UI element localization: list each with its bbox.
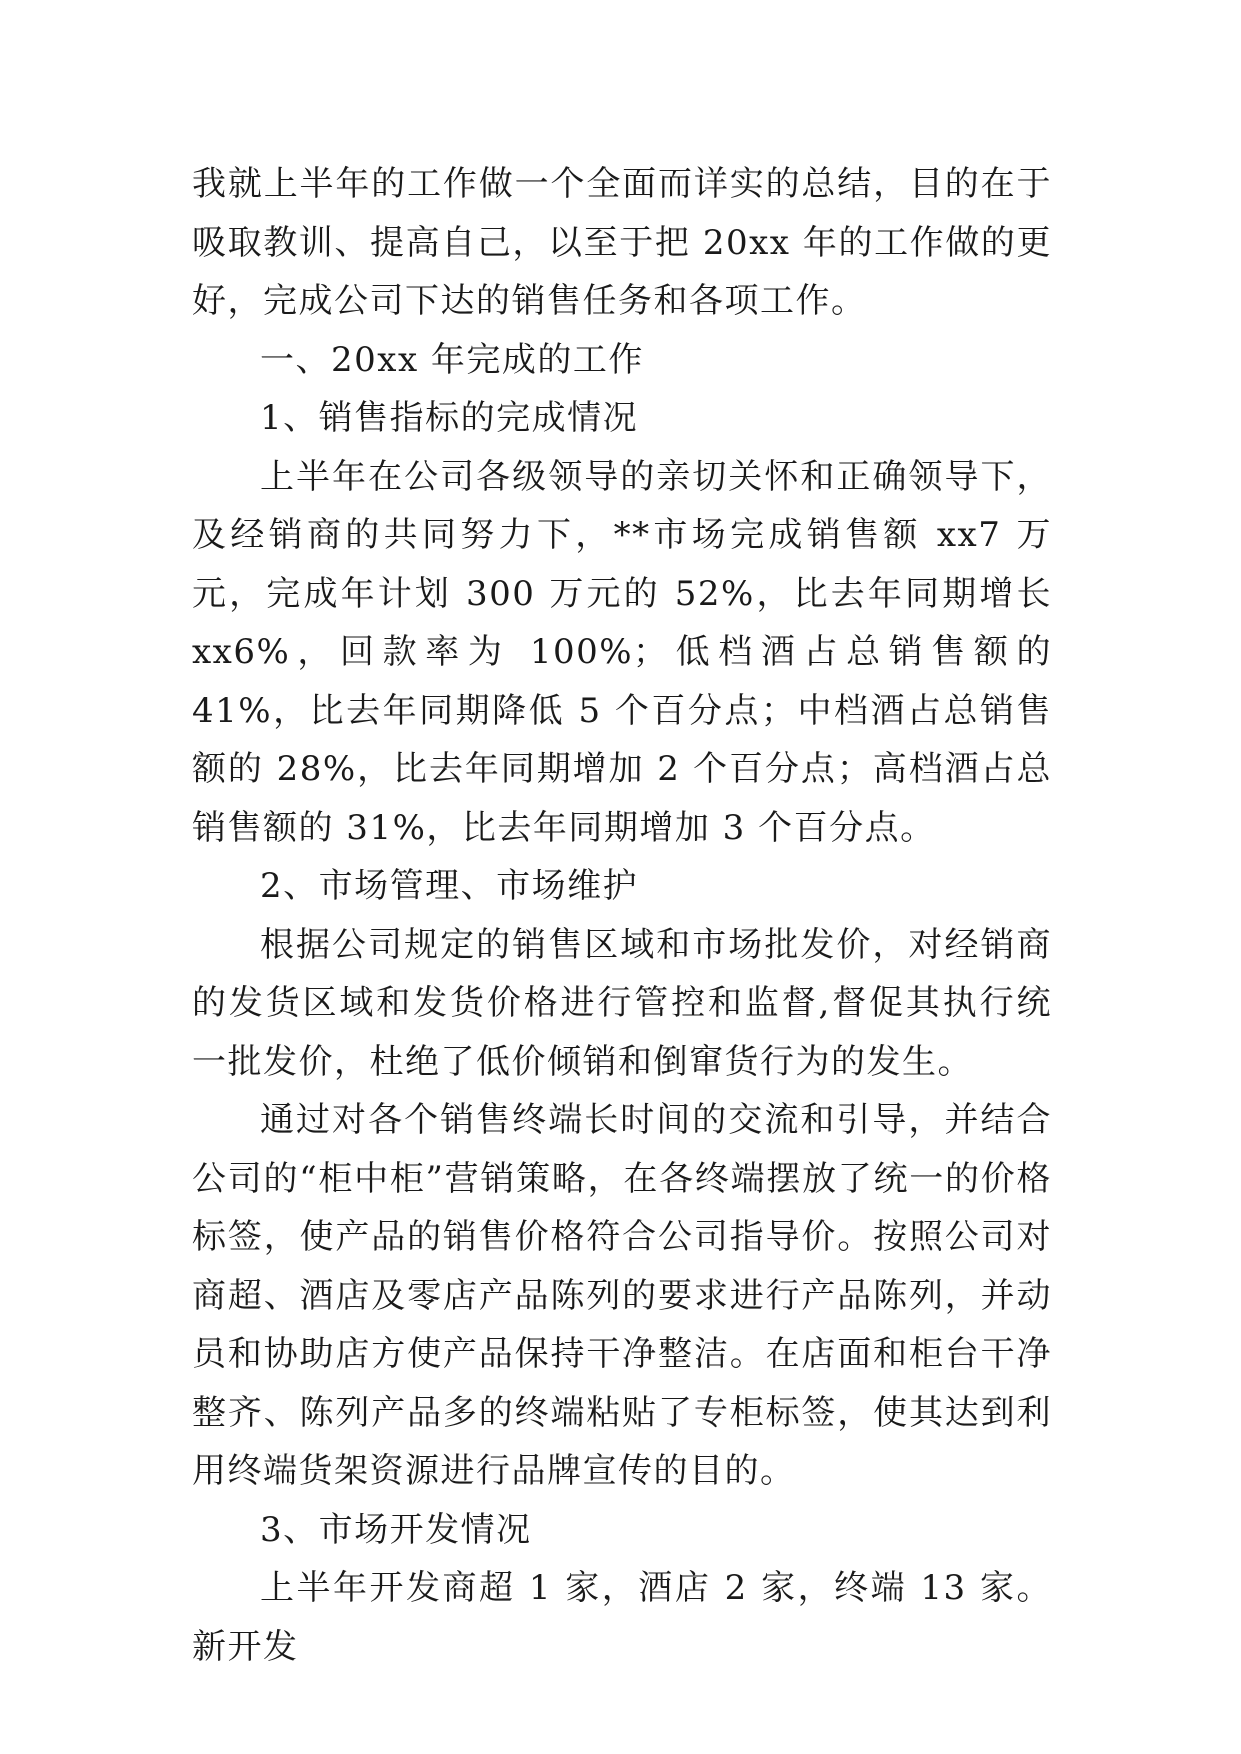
document-body: [192, 155, 1052, 1676]
paragraph-development-results: 上半年开发商超 1 家，酒店 2 家，终端 13 家。新开发: [192, 1568, 1052, 1667]
subheading-market-development: 3、市场开发情况: [260, 1509, 532, 1550]
section-heading-completed-work: 一、20xx 年完成的工作: [260, 339, 644, 380]
paragraph-price-control: 根据公司规定的销售区域和市场批发价，对经销商的发货区域和发货价格进行管控和监督,督促其执行统一批发价，杜绝了低价倾销和倒窜货行为的发生。: [192, 924, 1052, 1082]
subheading-sales-targets: 1、销售指标的完成情况: [260, 398, 639, 438]
paragraph-sales-results: 上半年在公司各级领导的亲切关怀和正确领导下，及经销商的共同努力下，**市场完成销售额 xx7 万元，完成年计划 300 万元的 52%，比去年同期增长 xx6%，回款率为 100%；低档酒占总销售额的 41%，比去年同期降低 5 个百分点；中档酒占总销售额的 28%，比去年同期增加 2 个百分点；高档酒占总销售额的 31%，比去年同期增加 3 个百分点。: [192, 456, 1052, 848]
subheading-market-management: 2、市场管理、市场维护: [260, 866, 639, 906]
paragraph-intro-continued: 我就上半年的工作做一个全面而详实的总结，目的在于吸取教训、提高自己，以至于把 20xx 年的工作做的更好，完成公司下达的销售任务和各项工作。: [192, 164, 1052, 321]
paragraph-terminal-display: 通过对各个销售终端长时间的交流和引导，并结合公司的“柜中柜”营销策略，在各终端摆放了统一的价格标签，使产品的销售价格符合公司指导价。按照公司对商超、酒店及零店产品陈列的要求进行产品陈列，并动员和协助店方使产品保持干净整洁。在店面和柜台干净整齐、陈列产品多的终端粘贴了专柜标签，使其达到利用终端货架资源进行品牌宣传的目的。: [192, 1100, 1052, 1491]
